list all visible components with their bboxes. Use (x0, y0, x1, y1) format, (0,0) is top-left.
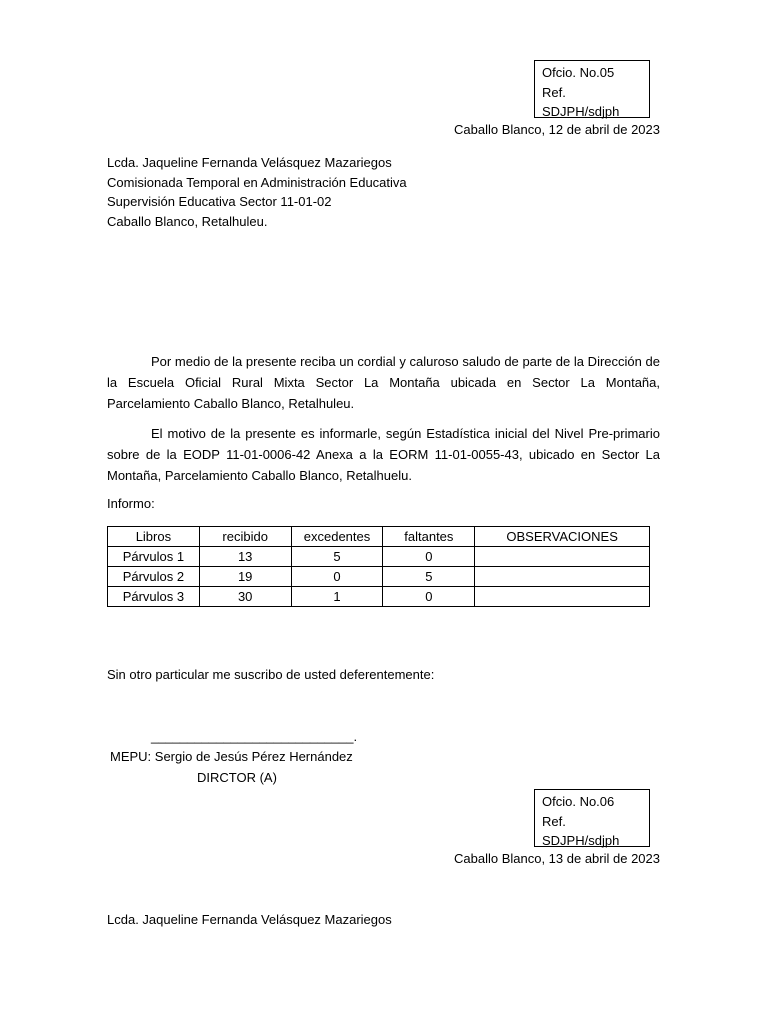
closing-line: Sin otro particular me suscribo de usted deferentemente: (107, 667, 435, 682)
header-libros: Libros (108, 527, 200, 547)
letter-date-2: Caballo Blanco, 13 de abril de 2023 (454, 851, 660, 866)
cell-book: Párvulos 3 (108, 587, 200, 607)
cell-observations (475, 587, 650, 607)
cell-received: 19 (199, 567, 291, 587)
signer-name: MEPU: Sergio de Jesús Pérez Hernández (110, 749, 353, 764)
letter-date: Caballo Blanco, 12 de abril de 2023 (454, 122, 660, 137)
reference-box-letter-1 (534, 60, 650, 118)
oficio-number: Ofcio. No.05 (542, 65, 615, 80)
cell-book: Párvulos 2 (108, 567, 200, 587)
recipient-title: Comisionada Temporal en Administración Educativa (107, 174, 407, 190)
ref-label: Ref. (542, 813, 566, 829)
recipient-name-2: Lcda. Jaqueline Fernanda Velásquez Mazariegos (107, 912, 392, 927)
cell-missing: 0 (383, 587, 475, 607)
recipient-location: Caballo Blanco, Retalhuleu. (107, 213, 268, 229)
ref-code: SDJPH/sdjph (542, 104, 620, 119)
statistics-table (107, 526, 650, 607)
header-observaciones: OBSERVACIONES (475, 527, 650, 547)
cell-excess: 5 (291, 547, 383, 567)
signature-line: ____________________________. (151, 729, 358, 744)
oficio-number: Ofcio. No.06 (542, 794, 615, 809)
recipient-block (107, 153, 407, 231)
cell-observations (475, 547, 650, 567)
table-row (108, 567, 650, 587)
cell-received: 30 (199, 587, 291, 607)
table-header-row (108, 527, 650, 547)
header-excedentes: excedentes (291, 527, 383, 547)
table-row (108, 547, 650, 567)
cell-excess: 1 (291, 587, 383, 607)
ref-code: SDJPH/sdjph (542, 833, 620, 848)
header-recibido: recibido (199, 527, 291, 547)
cell-excess: 0 (291, 567, 383, 587)
ref-label: Ref. (542, 84, 566, 100)
recipient-name: Lcda. Jaqueline Fernanda Velásquez Mazariegos (107, 155, 392, 170)
recipient-office: Supervisión Educativa Sector 11-01-02 (107, 194, 332, 209)
cell-received: 13 (199, 547, 291, 567)
cell-missing: 5 (383, 567, 475, 587)
cell-missing: 0 (383, 547, 475, 567)
reference-box-letter-2 (534, 789, 650, 847)
header-faltantes: faltantes (383, 527, 475, 547)
table-row (108, 587, 650, 607)
body-paragraph-2: El motivo de la presente es informarle, según Estadística inicial del Nivel Pre-primario sobre de la EODP 11-01-0006-42 Anexa a la EORM 11-01-0055-43, ubicado en Sector La Montaña, Parcelamiento Caballo Blanco, Retalhuelu. (107, 426, 660, 483)
body-paragraph-1: Por medio de la presente reciba un cordial y caluroso saludo de parte de la Dirección de la Escuela Oficial Rural Mixta Sector La Montaña ubicada en Sector La Montaña, Parcelamiento Caballo Blanco, Retalhuleu. (107, 354, 660, 411)
cell-book: Párvulos 1 (108, 547, 200, 567)
informo-label: Informo: (107, 496, 155, 511)
signer-role: DIRCTOR (A) (197, 770, 277, 785)
cell-observations (475, 567, 650, 587)
